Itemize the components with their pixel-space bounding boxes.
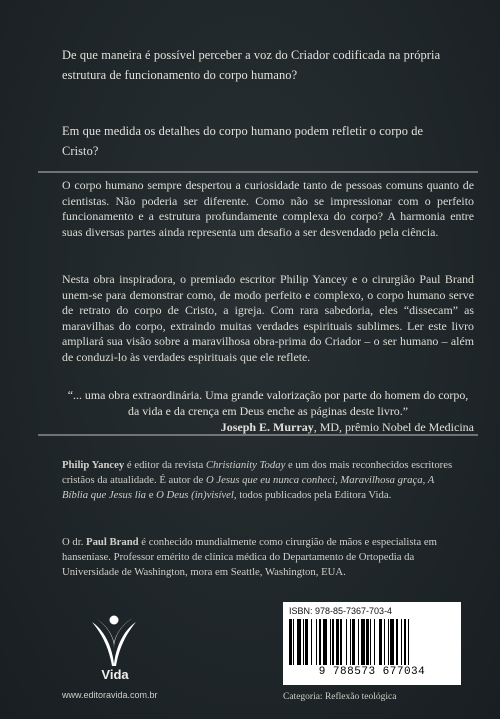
bio-brand-text-2: é conhecido mundialmente como cirurgião de mãos e especialista em hanseníase. Professor emérito de clínica médica do Departamento de Ortopedia da Universidade de Washington, mora em Seattle, Washington, (62, 536, 437, 579)
barcode-bars (289, 619, 455, 665)
divider-bottom (38, 434, 478, 436)
publisher-website[interactable]: www.editoravida.com.br (62, 690, 158, 700)
bio-yancey-text-4: , todos publicados pela Editora Vida. (233, 489, 392, 502)
publisher-name: Vida (101, 667, 129, 682)
isbn-label: ISBN: 978-85-7367-703-4 (289, 606, 393, 616)
barcode (283, 602, 461, 685)
question-2: Em que medida os detalhes do corpo humano podem refletir o corpo de Cristo? (62, 124, 424, 158)
endorsement-author: Joseph E. Murray (220, 420, 314, 434)
bio-yancey-name: Philip Yancey (62, 459, 125, 471)
bio-yancey-books-1: O Jesus que eu nunca conheci, Maravilhosa graça, A Bíblia que Jesus lia (62, 474, 435, 502)
bio-paul-brand (62, 535, 462, 581)
bio-brand-text-3: . (343, 566, 346, 579)
endorsement-quote: “... uma obra extraordinária. Uma grande valorização por parte do homem do corpo, da vida e da crença em Deus enche as páginas deste livro.” (67, 388, 469, 418)
bio-yancey-text-3: e (146, 489, 157, 502)
bio-yancey-text-2: e um dos mais reconhecidos escritores cristãos da atualidade. É autor de (62, 459, 453, 487)
bio-yancey-books-2: O Deus (in)visível (156, 489, 234, 502)
bio-brand-text-1: O dr. (62, 536, 87, 548)
vida-logo-icon (86, 612, 142, 674)
paragraph-intro: O corpo humano sempre despertou a curiosidade tanto de pessoas comuns quanto de cientistas. Não poderia ser diferente. Como não se impressionar com o perfeito funcionamento e a estrutura profundamente complexa do corpo? A harmonia entre suas diversas partes ainda representa um desafio a ser desvendado pela ciência. (62, 178, 474, 239)
bio-yancey-magazine: Christianity Today (205, 459, 286, 471)
category-label: Categoria: Reflexão teológica (283, 692, 397, 702)
bio-philip-yancey (62, 458, 462, 504)
divider-top (38, 171, 478, 173)
question-1: De que maneira é possível perceber a voz do Criador codificada na própria estrutura de funcionamento do corpo humano? (62, 48, 441, 82)
endorsement-credit: , MD, prêmio Nobel de Medicina (313, 420, 474, 434)
bio-yancey-text-1: é editor da revista (124, 459, 206, 471)
bio-brand-name: Paul Brand (86, 536, 139, 548)
paragraph-description: Nesta obra inspiradora, o premiado escritor Philip Yancey e o cirurgião Paul Brand unem-se para demonstrar como, de modo perfeito e complexo, o corpo humano serve de retrato do corpo de Cristo, a igreja. Com rara sabedoria, eles “dissecam” as maravilhas do corpo, extraindo muitas verdades espirituais sublimes. Ler este livro ampliará sua visão sobre a maravilhosa obra-prima do Criador – o ser humano – além de conduzi-lo às verdades espirituais que ele reflete. (62, 272, 474, 364)
barcode-digits: 9 788573 677034 (318, 666, 426, 678)
bio-brand-country: EUA (321, 566, 344, 579)
endorsement-signature (221, 420, 474, 435)
